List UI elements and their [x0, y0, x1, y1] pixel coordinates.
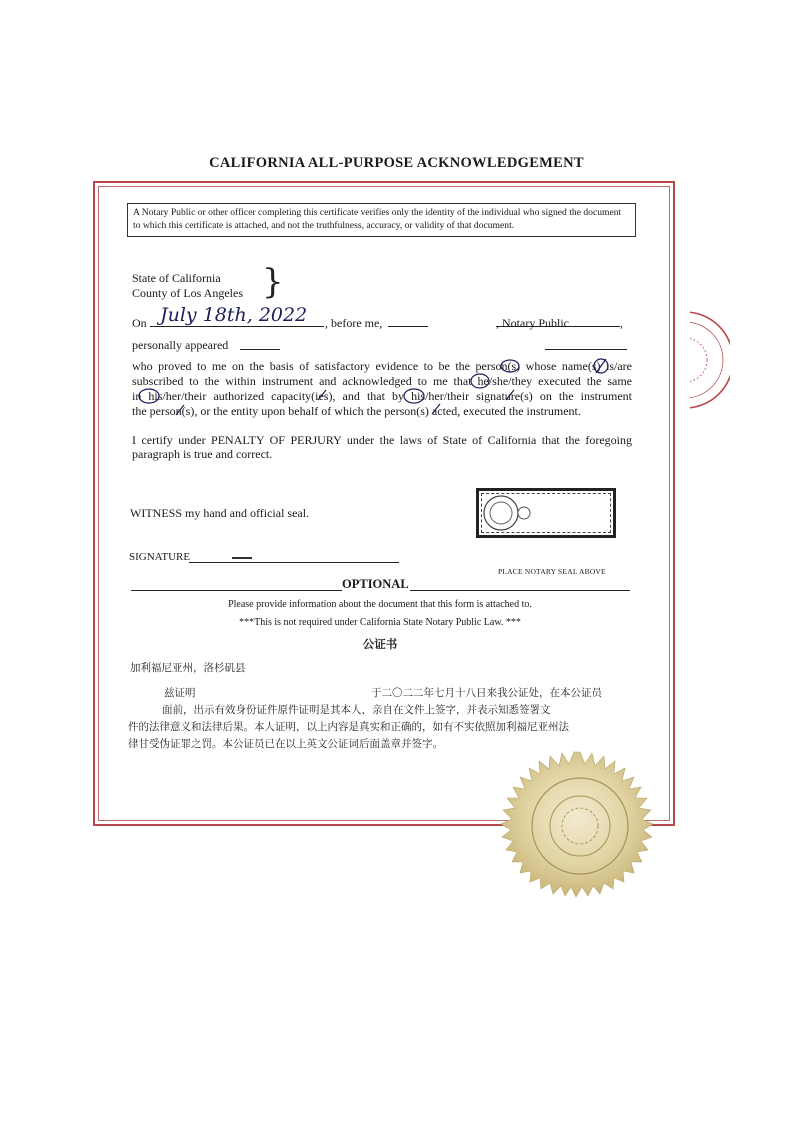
- venue-state: State of California: [132, 271, 221, 285]
- chinese-para-1a: 兹证明: [164, 687, 196, 699]
- on-label: On: [132, 316, 147, 330]
- red-state-stamp: [690, 308, 730, 412]
- proof-line-2: subscribed to the within instrument and acknowledged to me that he/she/they executed the same: [132, 374, 632, 388]
- optional-rule-left: [131, 590, 342, 591]
- date-handwritten: July 18th, 2022: [160, 304, 308, 326]
- notary-public-label: , Notary Public: [496, 316, 569, 330]
- seal-mini-circle: [518, 507, 530, 519]
- seal-circle-inner: [490, 502, 512, 524]
- chinese-heading: 公证书: [362, 637, 398, 651]
- proof-line-4: the person(s), or the entity upon behalf of which the person(s) acted, executed the instrument.: [132, 404, 581, 418]
- witness-text: WITNESS my hand and official seal.: [130, 506, 310, 520]
- gold-seal-star: [501, 752, 653, 897]
- notary-seal-graphic: [479, 491, 613, 535]
- seal-circle-outer: [484, 496, 518, 530]
- perjury-line-2: paragraph is true and correct.: [132, 447, 273, 461]
- seal-caption: PLACE NOTARY SEAL ABOVE: [498, 567, 606, 576]
- ink-strike-s: [176, 405, 184, 415]
- chinese-para-3: 件的法律意义和法律后果。本人证明，以上内容是真实和正确的，如有不实依照加利福尼亚州法: [128, 721, 569, 733]
- personally-appeared-label: personally appeared: [132, 338, 229, 352]
- chinese-para-4: 律甘受伪证罪之罚。本公证员已在以上英文公证词后面盖章并签字。: [128, 738, 443, 750]
- venue-county: County of Los Angeles: [132, 286, 243, 300]
- ink-circle-his: [139, 389, 159, 403]
- ink-circle-his-2: [404, 389, 424, 403]
- page-title: CALIFORNIA ALL-PURPOSE ACKNOWLEDGEMENT: [209, 155, 584, 171]
- before-me-label: , before me,: [325, 316, 383, 330]
- proof-line-3: in his/her/their authorized capacity(ies), and that by his/her/their signature(s) on the instrument: [132, 389, 632, 403]
- ink-strike-s-2: [432, 404, 440, 414]
- ink-strike-are: [596, 359, 606, 373]
- notary-seal-box: [476, 488, 616, 538]
- ink-circle-he: [471, 374, 489, 388]
- optional-rule-right: [410, 590, 630, 591]
- chinese-para-2: 面前，出示有效身份证件原件证明是其本人，亲自在文件上签字，并表示知悉签署文: [162, 704, 551, 716]
- gold-embossed-seal: [490, 750, 670, 910]
- ink-strike-ies: [318, 390, 326, 400]
- red-stamp-inner-ring: [690, 322, 723, 398]
- chinese-venue: 加利福尼亚州，洛杉矶县: [130, 662, 246, 674]
- ink-circle-s: [501, 360, 519, 372]
- signature-mark: [232, 557, 252, 559]
- ink-marks: [139, 359, 608, 415]
- on-line-comma: ,: [620, 316, 623, 330]
- red-stamp-center: [690, 338, 707, 382]
- disclaimer-text: A Notary Public or other officer completing this certificate verifies only the identity of the individual who signed the document to which this certificate is attached, and not the truthfulness, accuracy, or validity of that document.: [133, 207, 622, 231]
- ink-strike-s-3: [506, 390, 514, 400]
- perjury-line-1: I certify under PENALTY OF PERJURY under the laws of State of California that the foregoing: [132, 433, 632, 447]
- signature-label: SIGNATURE: [129, 551, 191, 563]
- optional-line-1: Please provide information about the document that this form is attached to.: [228, 599, 532, 610]
- proof-line-1: who proved to me on the basis of satisfactory evidence to be the person(s) whose name(s) is/are: [132, 359, 632, 373]
- optional-label: OPTIONAL: [342, 577, 409, 591]
- signature-line: [189, 549, 399, 563]
- venue-brace: }: [262, 262, 284, 302]
- optional-line-2: ***This is not required under California State Notary Public Law. ***: [239, 617, 521, 628]
- chinese-para-1b: 于二〇二二年七月十八日来我公证处，在本公证员: [371, 687, 602, 699]
- red-stamp-ring: [690, 312, 730, 408]
